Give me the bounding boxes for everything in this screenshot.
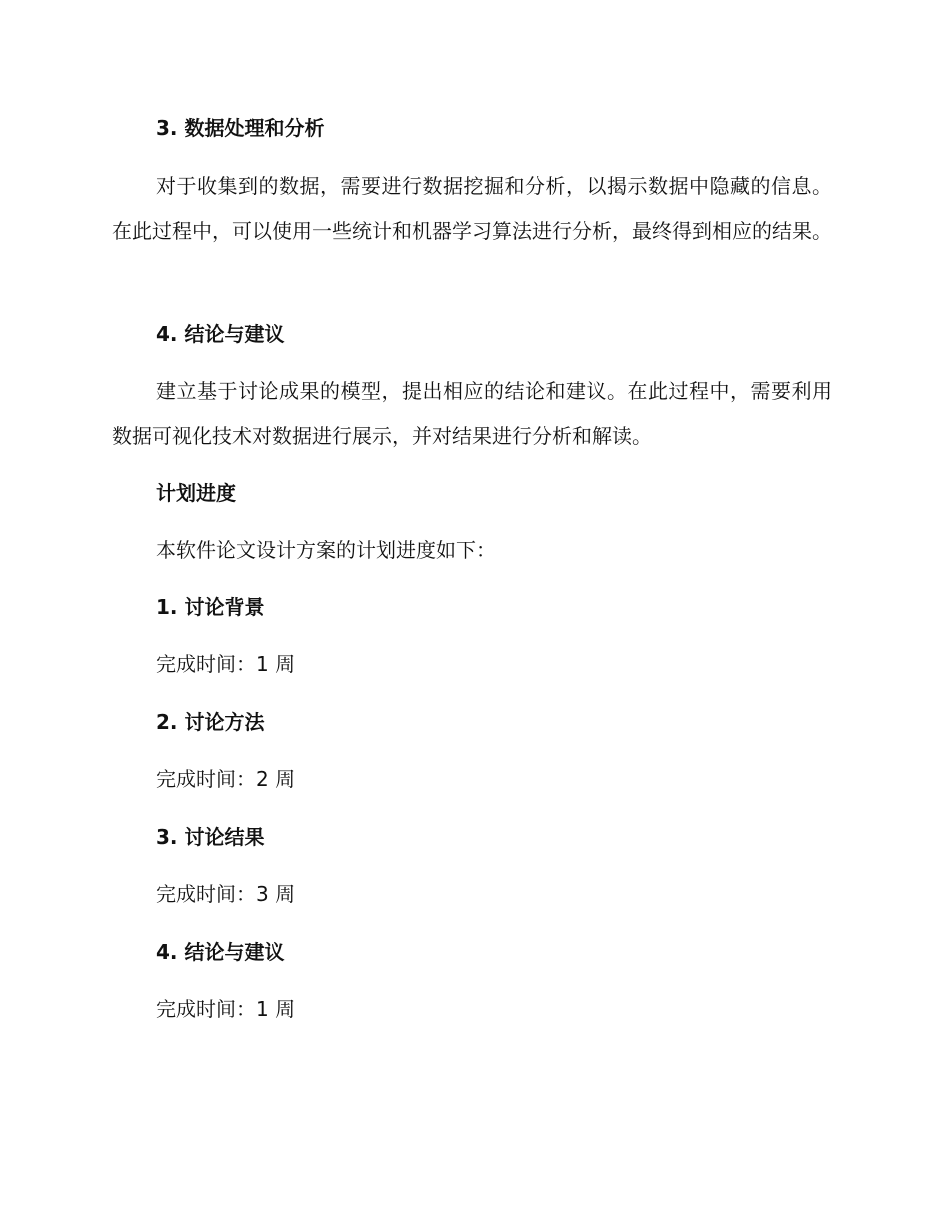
schedule-heading: 计划进度 bbox=[156, 481, 236, 505]
section-body-conclusion: 建立基于讨论成果的模型，提出相应的结论和建议。在此过程中，需要利用数据可视化技术对数据进行展示，并对结果进行分析和解读。 bbox=[112, 379, 832, 448]
schedule-intro: 本软件论文设计方案的计划进度如下： bbox=[156, 538, 496, 562]
section-heading-data-processing: 3. 数据处理和分析 bbox=[156, 116, 325, 140]
schedule-item-title: 3. 讨论结果 bbox=[156, 825, 265, 849]
section-body-data-processing: 对于收集到的数据，需要进行数据挖掘和分析，以揭示数据中隐藏的信息。在此过程中，可以使用一些统计和机器学习算法进行分析，最终得到相应的结果。 bbox=[112, 174, 832, 243]
schedule-item-title: 1. 讨论背景 bbox=[156, 595, 265, 619]
schedule-item-title: 4. 结论与建议 bbox=[156, 940, 285, 964]
schedule-item-time: 完成时间：1 周 bbox=[156, 652, 296, 676]
section-heading-conclusion: 4. 结论与建议 bbox=[156, 322, 285, 346]
schedule-item-time: 完成时间：1 周 bbox=[156, 997, 296, 1021]
schedule-item-time: 完成时间：2 周 bbox=[156, 767, 296, 791]
schedule-item-time: 完成时间：3 周 bbox=[156, 882, 296, 906]
schedule-item-title: 2. 讨论方法 bbox=[156, 710, 265, 734]
